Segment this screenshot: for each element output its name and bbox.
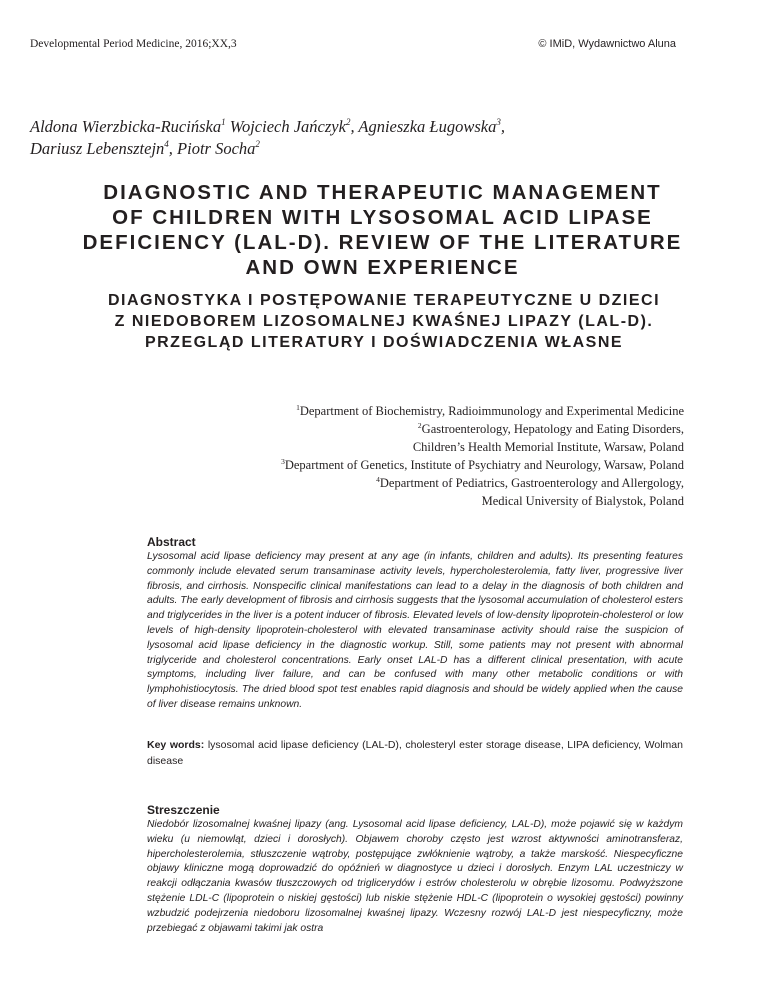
author-list	[30, 116, 730, 160]
streszczenie-text: Niedobór lizosomalnej kwaśnej lipazy (ang. Lysosomal acid lipase deficiency, LAL-D), może pojawić się w każdym wieku (u niemowląt, dzieci i dorosłych). Objawem choroby często jest wzrost aktywności aminotransferaz, hipercholesterolemia, stłuszczenie wątroby, postępujące zwłóknienie wątroby, a także marskość. Niespecyficzne objawy kliniczne mogą doprowadzić do opóźnień w diagnostyce u dzieci i dorosłych. Enzym LAL uczestniczy w reakcji odłączania kwasów tłuszczowych od triglicerydów i estrów cholesterolu w obrębie lizosomu. Podwyższone stężenie LDL-C (lipoprotein o niskiej gęstości) lub niskie stężenie HDL-C (lipoprotein o wysokiej gęstości) powinny wzbudzić podejrzenia niedoboru lizosomalnej kwaśnej lipazy. Wczesny rozwój LAL-D jest niespecyficzny, może przebiegać z objawami takimi jak ostra	[147, 819, 683, 934]
author-name: Wojciech Jańczyk	[225, 117, 346, 136]
author-affiliation-number: 3	[496, 117, 501, 127]
author-affiliation-number: 2	[255, 139, 260, 149]
affiliation-text: Department of Genetics, Institute of Psychiatry and Neurology, Warsaw, Poland	[284, 458, 684, 472]
affiliation-line	[204, 402, 684, 420]
affiliation-text: Department of Pediatrics, Gastroenterology and Allergology,	[379, 476, 684, 490]
keywords-text: lysosomal acid lipase deficiency (LAL-D), cholesteryl ester storage disease, LIPA deficiency, Wolman disease	[147, 739, 683, 767]
title-line: PRZEGLĄD LITERATURY I DOŚWIADCZENIA WŁASNE	[144, 334, 624, 351]
title-line: DEFICIENCY (LAL-D). REVIEW OF THE LITERATURE	[82, 231, 683, 254]
affiliation-line	[204, 438, 684, 456]
affiliation-number: 1	[296, 403, 300, 412]
streszczenie-section	[147, 803, 683, 936]
affiliation-text: Children’s Health Memorial Institute, Warsaw, Poland	[412, 440, 684, 454]
affiliations	[204, 402, 684, 510]
affiliation-line	[204, 492, 684, 510]
title-line: Z NIEDOBOREM LIZOSOMALNEJ KWAŚNEJ LIPAZY (LAL-D).	[114, 313, 654, 330]
author-line-2	[30, 138, 730, 160]
author-affiliation-number: 4	[164, 139, 169, 149]
article-title-polish	[40, 290, 728, 353]
affiliation-number: 4	[376, 475, 380, 484]
article-title-english	[60, 180, 705, 280]
affiliation-text: Gastroenterology, Hepatology and Eating Disorders,	[421, 422, 684, 436]
title-line: DIAGNOSTIC AND THERAPEUTIC MANAGEMENT	[103, 181, 662, 204]
affiliation-text: Medical University of Bialystok, Poland	[481, 494, 684, 508]
author-line-1	[30, 116, 730, 138]
affiliation-line	[204, 456, 684, 474]
author-name: , Agnieszka Ługowska	[350, 117, 497, 136]
affiliation-number: 2	[417, 421, 422, 430]
author-name: , Piotr Socha	[168, 139, 256, 158]
author-affiliation-number: 2	[345, 117, 351, 127]
author-affiliation-number: 1	[221, 117, 226, 127]
affiliation-text: Department of Biochemistry, Radioimmunology and Experimental Medicine	[299, 404, 684, 418]
title-line: OF CHILDREN WITH LYSOSOMAL ACID LIPASE	[112, 206, 653, 229]
affiliation-line	[204, 474, 684, 492]
author-name: Aldona Wierzbicka-Rucińska	[30, 117, 222, 136]
title-line: AND OWN EXPERIENCE	[245, 256, 520, 279]
abstract-section	[147, 535, 683, 713]
abstract-text: Lysosomal acid lipase deficiency may present at any age (in infants, children and adults). Its presenting features commonly include elevated serum transaminase activity levels, hypercholesterolemia, fatty liver, progressive liver fibrosis, and cirrhosis. Nonspecific clinical manifestations can lead to a delay in the diagnosis of both children and adults. The early development of fibrosis and cirrhosis suggests that the lysosomal accumulation of cholesterol esters and triglycerides in the liver is a potent inducer of fibrosis. Elevated levels of low-density lipoprotein-cholesterol or low levels of high-density lipoprotein-cholesterol with elevated transaminase activity should raise the suspicion of lysosomal acid lipase deficiency in the diagnostic workup. Still, some patients may not present with abnormal triglyceride and cholesterol concentrations. Early onset LAL-D has a different clinical presentation, with acute symptoms, including liver failure, and can be confused with many other metabolic conditions or with lymphohistiocytosis. The dried blood spot test enables rapid diagnosis and should be widely applied when the cause of liver disease remains unknown.	[147, 551, 683, 710]
affiliation-line	[204, 420, 684, 438]
author-separator: ,	[500, 117, 505, 136]
keywords-label: Key words:	[147, 739, 205, 751]
copyright-notice: © IMiD, Wydawnictwo Aluna	[538, 38, 676, 50]
journal-citation: Developmental Period Medicine, 2016;XX,3	[30, 38, 237, 50]
author-name: Dariusz Lebensztejn	[30, 139, 165, 158]
abstract-heading: Abstract	[147, 535, 196, 549]
affiliation-number: 3	[281, 457, 285, 466]
title-line: DIAGNOSTYKA I POSTĘPOWANIE TERAPEUTYCZNE U DZIECI	[107, 292, 661, 309]
streszczenie-heading: Streszczenie	[147, 803, 220, 817]
keywords-section	[147, 737, 683, 769]
